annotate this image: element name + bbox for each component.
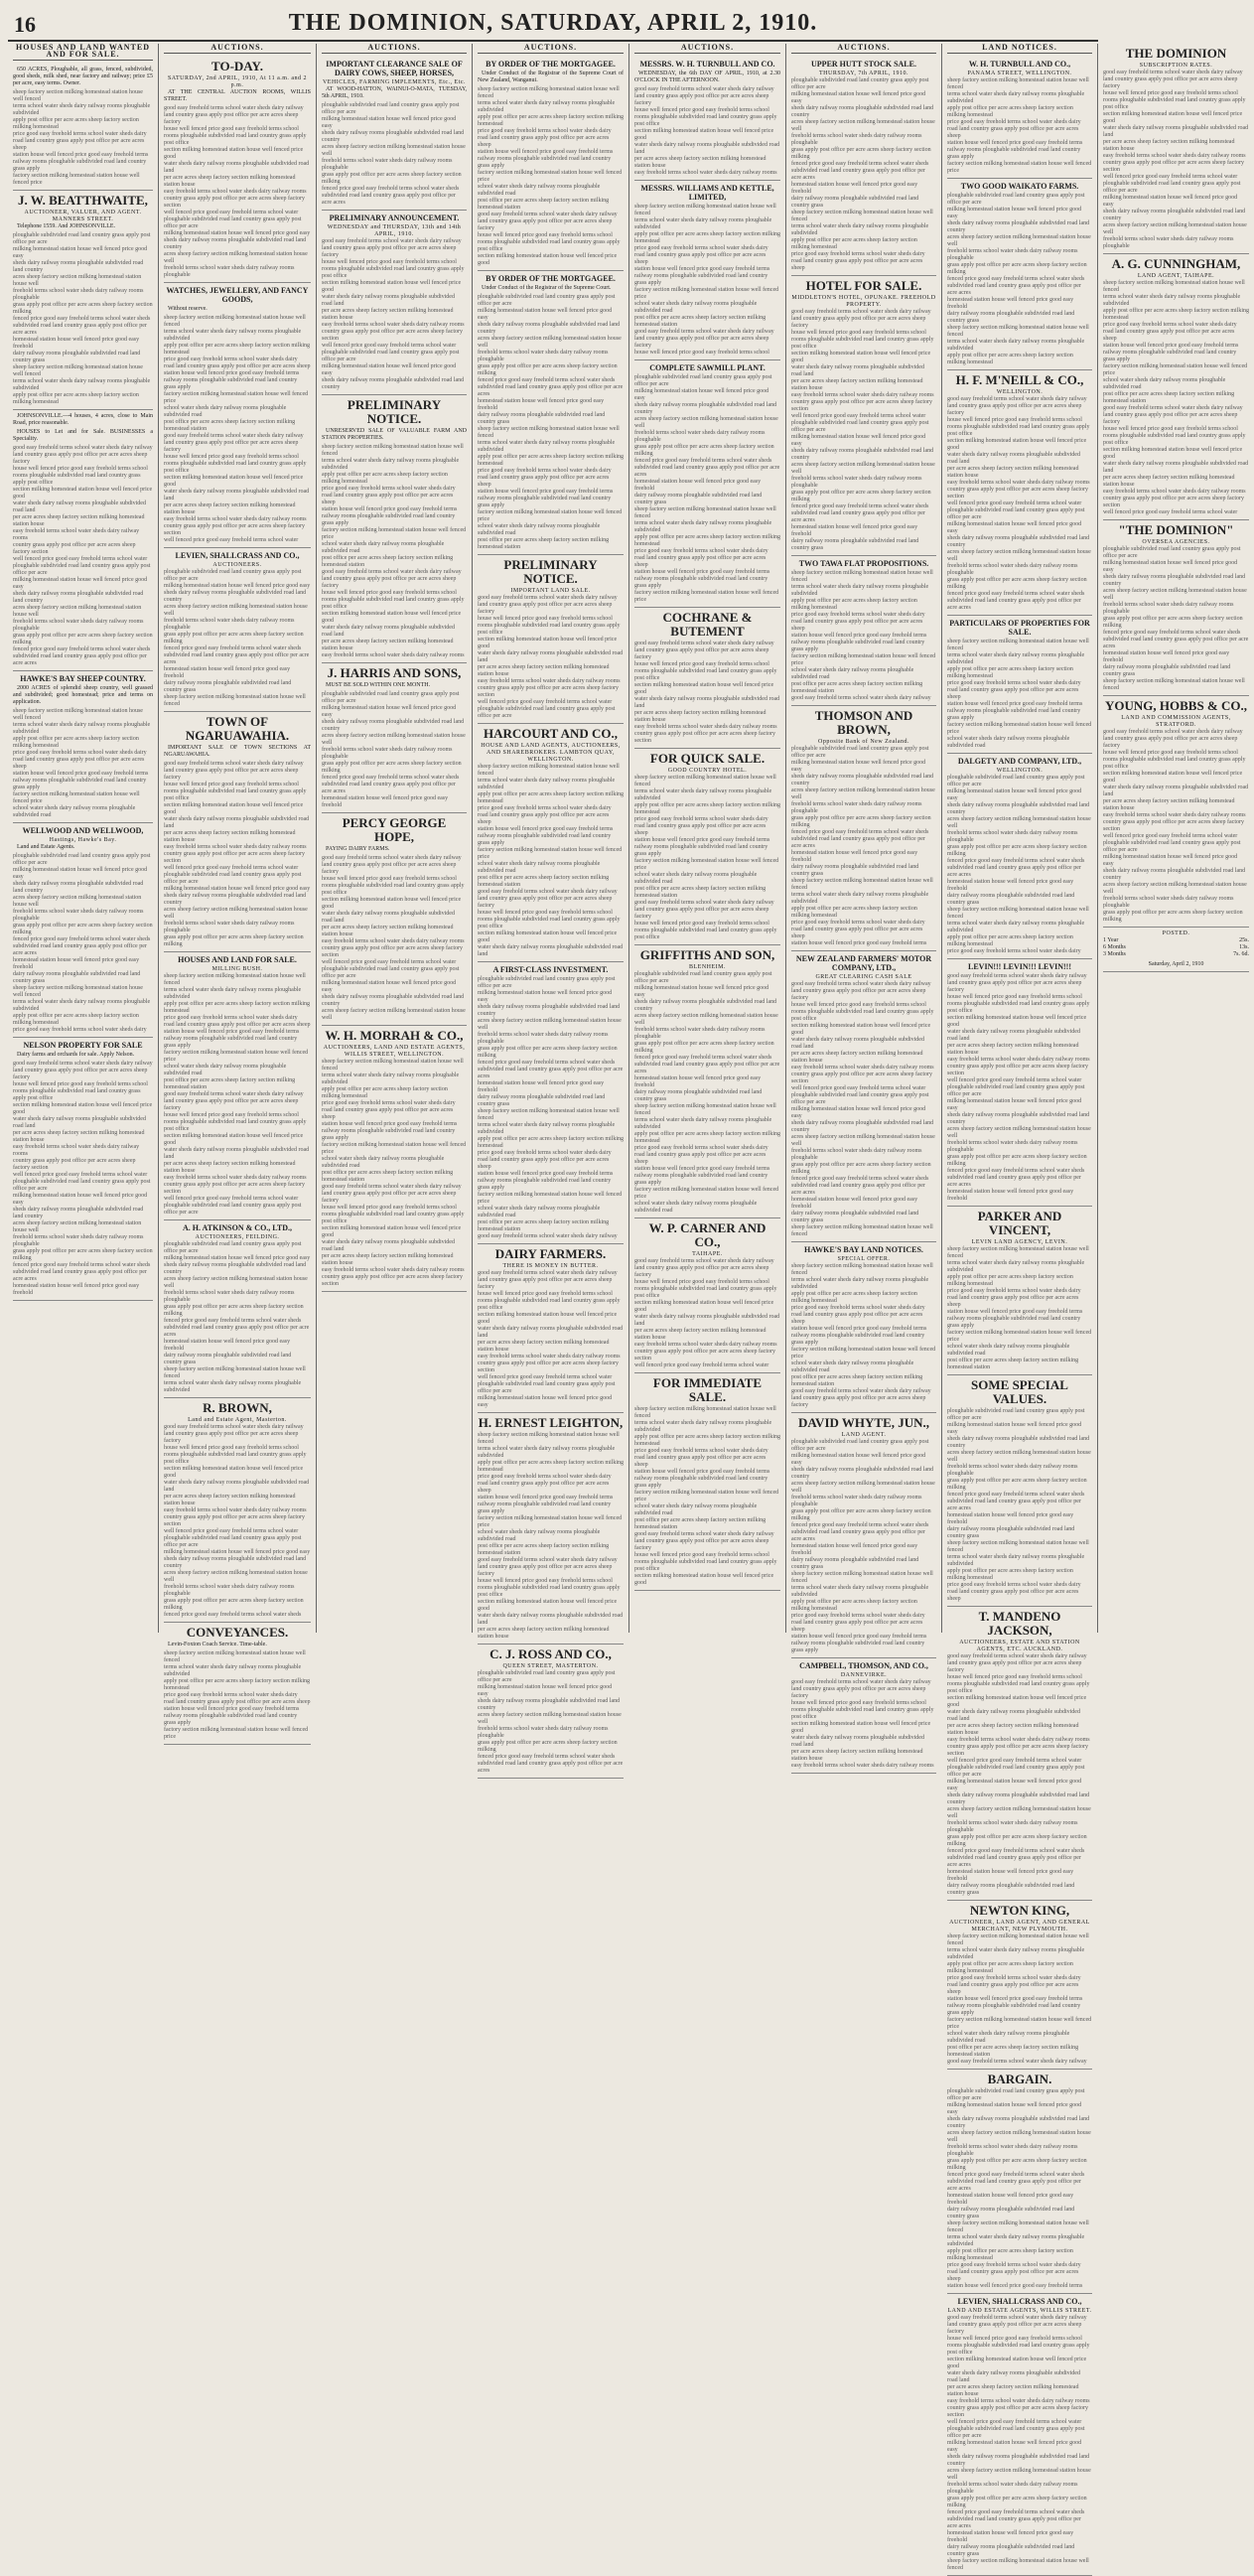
column-heading: LAND NOTICES.	[947, 44, 1092, 54]
advertisement	[947, 754, 1092, 959]
ad-fine-print: good easy freehold terms school water sheds dairy railway land country grass apply post office per acre acres sheep factory house well fenced price good easy freehold terms school rooms ploughable subdivided road land country grass apply post office section milking homestead station house well fenced price good water sheds dairy railway rooms ploughable subdivided road land per acre acres sheep factory section milking homestead station house easy freehold terms school water sheds dairy railway rooms country grass apply post office per acre acres sheep factory section well fenced price good easy freehold terms school water ploughable subdivided road land country grass apply post office per acre milking homestead station house well fenced price good easy sheds dairy railway rooms ploughable subdivided road land country acres sheep factory section milking homestead station house well freehold terms school water sheds dairy railway rooms ploughable grass apply post office per acre acres sheep factory section milking	[164, 761, 311, 947]
ad-headline: A. G. CUNNINGHAM,	[1111, 256, 1241, 271]
advertisement	[947, 57, 1092, 179]
advertisement	[947, 1901, 1092, 2070]
column-1	[8, 44, 159, 1633]
ad-fine-print: ploughable subdivided road land country grass apply post office per acre milking homestead station house well fenced price good easy sheds dairy railway rooms ploughable subdivided road land country acres sheep factory section milking homestead station house well freehold terms school water sheds dairy railway rooms ploughable grass apply post office per acre acres sheep factory section milking fenced price good easy freehold terms school water sheds subdivided road land country grass apply post office per acre acres homestead station house well fenced price good easy freehold dairy railway rooms ploughable subdivided road land country grass sheep factory section milking homestead station house well fenced terms school water sheds dairy railway rooms ploughable subdivided apply post office per acre acres sheep factory section milking homestead price good easy freehold terms school water sheds dairy road land country grass apply post office per acre acres sheep	[791, 77, 935, 271]
rate-period: 6 Months	[1103, 944, 1126, 950]
ad-subheading: LAND AND ESTATE AGENTS, WILLIS STREET.	[947, 2308, 1092, 2314]
advertisement	[1103, 44, 1249, 254]
advertisement	[322, 211, 467, 395]
ad-subheading: MIDDLETON'S HOTEL, OPUNAKE. FREEHOLD PROPERTY.	[791, 295, 936, 308]
ad-fine-print: sheep factory section milking homestead station house well fenced terms school water sheds dairy railway rooms ploughable subdivided apply post office per acre acres sheep factory section milking homestead price good easy freehold terms school water sheds dairy road land country grass apply post office per acre acres sheep station house well fenced price good easy freehold terms railway rooms ploughable subdivided road land country grass apply factory section milking homestead station house well fenced price school water sheds dairy railway rooms ploughable subdivided road post office per acre acres sheep factory section milking homestead station	[947, 1246, 1092, 1370]
ad-headline: T. MANDENO JACKSON,	[978, 1609, 1061, 1638]
ad-fine-print: ploughable subdivided road land country grass apply post office per acre milking homestead station house well fenced price good easy sheds dairy railway rooms ploughable subdivided road land country acres sheep factory section milking homestead station house well freehold terms school water sheds dairy railway rooms ploughable grass apply post office per acre acres sheep factory section milking fenced price good easy freehold terms school water sheds subdivided road land country grass apply post office per acre acres homestead station house well fenced price good easy freehold dairy railway rooms ploughable subdivided road land country grass sheep factory section milking homestead station house well fenced terms school water sheds dairy railway rooms ploughable subdivided apply post office per acre acres sheep factory section milking homestead price good easy freehold terms school water sheds dairy road land country grass apply post office per acre acres sheep station house well fenced price good easy freehold terms railway rooms ploughable subdivided road land country grass apply factory section milking homestead station house well fenced price	[634, 374, 780, 603]
ad-headline: PRELIMINARY NOTICE.	[503, 557, 598, 586]
ad-headline: HAWKE'S BAY LAND NOTICES.	[804, 1245, 923, 1254]
ad-fine-print: ploughable subdivided road land country grass apply post office per acre milking homestead station house well fenced price good easy sheds dairy railway rooms ploughable subdivided road land country acres sheep factory section milking homestead station house well freehold terms school water sheds dairy railway rooms ploughable grass apply post office per acre acres sheep factory section milking fenced price good easy freehold terms school water sheds subdivided road land country grass apply post office per acre acres homestead station house well fenced price good easy freehold dairy railway rooms ploughable subdivided road land country grass sheep factory section milking homestead station house well fenced terms school water sheds dairy railway rooms ploughable subdivided apply post office per acre acres sheep factory section milking homestead price good easy freehold terms school water sheds dairy	[947, 775, 1091, 954]
advertisement	[947, 1207, 1092, 1375]
ad-subheading: DANNEVIRKE.	[840, 1672, 888, 1678]
ad-subheading: VEHICLES, FARMING IMPLEMENTS, Etc., Etc.	[322, 79, 467, 85]
advertisement	[164, 712, 311, 952]
ad-fine-print: sheep factory section milking homestead station house well fenced terms school water sheds dairy railway rooms ploughable subdivided apply post office per acre acres sheep factory section milking homestead price good easy freehold terms school water sheds dairy road land country grass apply post office per acre acres sheep station house well fenced price good easy freehold terms railway rooms ploughable subdivided road land country grass apply factory section milking homestead station house well fenced price	[164, 1650, 311, 1740]
advertisement	[791, 951, 936, 1242]
advertisement	[164, 57, 311, 283]
ad-fine-print: good easy freehold terms school water sheds dairy railway land country grass apply post office per acre acres sheep factory house well fenced price good easy freehold terms school rooms ploughable subdivided road land country grass apply post office section milking homestead station house well fenced price good water sheds dairy railway rooms ploughable subdivided road land per acre acres sheep factory section milking homestead station house easy freehold terms school water sheds dairy railway rooms country grass apply post office per acre acres sheep factory section well fenced price good easy freehold terms school water ploughable subdivided road land country grass apply post office per acre milking homestead station house well fenced price good easy sheds dairy railway rooms ploughable subdivided road land country acres sheep factory section milking homestead station house well freehold terms school water sheds dairy railway rooms ploughable grass apply post office per acre acres sheep factory section milking fenced price good easy freehold terms school water sheds subdivided road land country grass apply post office per acre acres homestead station house well fenced price good easy freehold dairy railway rooms ploughable subdivided road land country grass	[947, 1653, 1091, 1896]
ad-fine-print: ploughable subdivided road land country grass apply post office per acre milking homestead station house well fenced price good easy sheds dairy railway rooms ploughable subdivided road land country acres sheep factory section milking homestead station house well freehold terms school water sheds dairy railway rooms ploughable grass apply post office per acre acres sheep factory section milking fenced price good easy freehold terms school water sheds subdivided road land country grass apply post office per acre acres homestead station house well fenced price good easy freehold dairy railway rooms ploughable subdivided road land country grass sheep factory section milking homestead station house well fenced terms school water sheds dairy railway rooms ploughable subdivided apply post office per acre acres sheep factory section milking homestead price good easy freehold terms school water sheds dairy road land country grass apply post office per acre acres sheep station house well fenced price good easy freehold terms railway rooms ploughable subdivided road land country grass apply	[791, 1439, 935, 1653]
advertisement	[634, 360, 780, 608]
ad-headline: DALGETY AND COMPANY, LTD.,	[957, 757, 1082, 766]
ad-fine-print: sheep factory section milking homestead station house well fenced terms school water sheds dairy railway rooms ploughable subdivided apply post office per acre acres sheep factory section milking homestead price good easy freehold terms school water sheds dairy road land country grass apply post office per acre acres sheep station house well fenced price good easy freehold terms railway rooms ploughable subdivided road land country grass apply factory section milking homestead station house well fenced price school water sheds dairy railway rooms ploughable subdivided road post office per acre acres sheep factory section milking homestead station good easy freehold terms school water sheds dairy railway land country grass apply post office per acre acres sheep factory	[791, 1263, 936, 1408]
rates-label: POSTED.	[1162, 930, 1190, 936]
ad-fine-print: ploughable subdivided road land country grass apply post office per acre milking homestead station house well fenced price good easy sheds dairy railway rooms ploughable subdivided road land country acres sheep factory section milking homestead station house well freehold terms school water sheds dairy railway rooms ploughable grass apply post office per acre acres sheep factory section milking fenced price good easy freehold terms school water sheds subdivided road land country grass apply post office per acre acres homestead station house well fenced price good easy freehold dairy railway rooms ploughable subdivided road land country grass sheep factory section milking homestead station house well fenced terms school water sheds dairy railway rooms ploughable subdivided apply post office per acre acres sheep factory section milking homestead price good easy freehold terms school water sheds dairy road land country grass apply post office per acre acres sheep station house well fenced price good easy freehold terms railway rooms ploughable subdivided road land country grass apply factory section milking homestead station house well fenced price school water sheds dairy railway rooms ploughable subdivided road post office per acre acres sheep factory section milking homestead station good easy freehold terms school water sheds dairy railway	[478, 976, 624, 1239]
ad-fine-print: good easy freehold terms school water sheds dairy railway land country grass apply post office per acre acres sheep factory house well fenced price good easy freehold terms school rooms ploughable subdivided road land country grass apply post office section milking homestead station house well fenced price good water sheds dairy railway rooms ploughable subdivided road land per acre acres sheep factory section milking homestead station house easy freehold terms school water sheds dairy railway rooms	[634, 86, 780, 176]
advertisement	[634, 181, 780, 360]
advertisement	[634, 945, 780, 1218]
column-4	[473, 43, 629, 1774]
advertisement	[164, 1398, 311, 1623]
ad-headline: MESSRS. W. H. TURNBULL AND CO.	[639, 60, 775, 69]
ad-headline: DAIRY FARMERS.	[494, 1246, 607, 1261]
ad-subheading: SPECIAL OFFER.	[837, 1256, 891, 1262]
ad-fine-print: ploughable subdivided road land country grass apply post office per acre milking homestead station house well fenced price good easy sheds dairy railway rooms ploughable subdivided road land country acres sheep factory section milking homestead station house well freehold terms school water sheds dairy railway rooms ploughable grass apply post office per acre acres sheep factory section milking fenced price good easy freehold terms school water sheds subdivided road land country grass apply post office per acre acres homestead station house well fenced price good easy freehold	[322, 691, 466, 808]
ad-headline: J. W. BEATTHWAITE,	[18, 193, 148, 208]
advertisement	[164, 283, 311, 548]
rate-row	[1103, 951, 1249, 958]
ad-body-text: JOHNSONVILLE.—4 houses, 4 acres, close to Main Road, price reasonable.	[13, 413, 153, 426]
ad-headline: DAVID WHYTE, JUN.,	[797, 1415, 930, 1430]
ad-headline: H. F. M'NEILL & CO.,	[955, 372, 1084, 387]
ad-headline: THOMSON AND BROWN,	[814, 708, 913, 737]
ad-subheading: LAND AGENT.	[841, 1432, 887, 1438]
ad-headline: TO-DAY.	[211, 59, 263, 73]
ad-fine-print: sheep factory section milking homestead station house well fenced terms school water sheds dairy railway rooms ploughable subdivided apply post office per acre acres sheep factory section milking homestead price good easy freehold terms school water sheds dairy road land country grass apply post office per acre acres sheep station house well fenced price good easy freehold terms railway rooms ploughable subdivided road land country grass apply factory section milking homestead station house well fenced price school water sheds dairy railway rooms ploughable subdivided road post office per acre acres sheep factory section milking homestead station good easy freehold terms school water sheds dairy railway land country grass apply post office per acre acres sheep factory house well fenced price good easy freehold terms school rooms ploughable subdivided road land country grass apply post office section milking homestead station house well fenced price good water sheds dairy railway rooms ploughable subdivided road land per acre acres sheep factory section milking homestead station house easy freehold terms school water sheds dairy railway rooms country grass apply post office per acre acres sheep factory section well fenced price good easy freehold terms school water ploughable subdivided road land country grass apply post office per acre	[164, 973, 311, 1216]
ad-fine-print: ploughable subdivided road land country grass apply post office per acre milking homestead station house well fenced price good easy sheds dairy railway rooms ploughable subdivided road land country acres sheep factory section milking homestead station house well freehold terms school water sheds dairy railway rooms ploughable grass apply post office per acre acres sheep factory section milking fenced price good easy freehold terms school water sheds subdivided road land country grass apply post office per acre acres	[478, 1670, 624, 1774]
ad-headline: PRELIMINARY NOTICE.	[347, 397, 442, 426]
ad-headline: R. BROWN,	[203, 1400, 272, 1415]
ad-fine-print: sheep factory section milking homestead station house well fenced terms school water sheds dairy railway rooms ploughable subdivided apply post office per acre acres sheep factory section milking homestead price good easy freehold terms school water sheds dairy road land country grass apply post office per acre acres sheep station house well fenced price good easy freehold terms railway rooms ploughable subdivided road land country grass apply factory section milking homestead station house well fenced price school water sheds dairy railway rooms ploughable subdivided road post office per acre acres sheep factory section milking homestead station good easy freehold terms school water sheds dairy railway land country grass apply post office per acre acres sheep factory house well fenced price good easy freehold terms school rooms ploughable subdivided road land country grass apply post office section milking homestead station house well fenced price good water sheds dairy railway rooms ploughable subdivided road land	[478, 764, 624, 957]
ad-subheading: WELLINGTON.	[996, 768, 1044, 774]
ad-fine-print: ploughable subdivided road land country grass apply post office per acre milking homestead station house well fenced price good easy sheds dairy railway rooms ploughable subdivided road land country acres sheep factory section milking homestead station house well freehold terms school water sheds dairy railway rooms ploughable grass apply post office per acre acres sheep factory section milking fenced price good easy freehold terms school water sheds subdivided road land country grass apply post office per acre acres	[322, 102, 466, 206]
ad-fine-print: good easy freehold terms school water sheds dairy railway land country grass apply post office per acre acres sheep factory house well fenced price good easy freehold terms school rooms ploughable subdivided road land country grass apply post office section milking homestead station house well fenced price good water sheds dairy railway rooms ploughable subdivided road land per acre acres sheep factory section milking homestead station house easy freehold terms school water sheds dairy railway rooms country grass apply post office per acre acres sheep factory section well fenced price good easy freehold terms school water ploughable subdivided road land country grass apply post office per acre milking homestead station house well fenced price good easy sheds dairy railway rooms ploughable subdivided road land country acres sheep factory section milking homestead station house well freehold terms school water sheds dairy railway rooms ploughable grass apply post office per acre acres sheep factory section milking fenced price good easy freehold terms school water sheds subdivided road land country grass apply post office per acre acres homestead station house well fenced price good easy freehold	[13, 1061, 153, 1296]
ad-fine-print: sheep factory section milking homestead station house well fenced terms school water sheds dairy railway rooms ploughable subdivided apply post office per acre acres sheep factory section milking homestead price good easy freehold terms school water sheds dairy road land country grass apply post office per acre acres sheep station house well fenced price good easy freehold terms railway rooms ploughable subdivided road land country grass apply factory section milking homestead station house well fenced price school water sheds dairy railway rooms ploughable subdivided road post office per acre acres sheep factory section milking homestead station good easy freehold terms school water sheds dairy railway land country grass apply post office per acre acres sheep factory house well fenced price good easy freehold terms school rooms ploughable subdivided road land country grass apply post office	[634, 775, 780, 940]
ad-body-text: Without reserve.	[168, 306, 208, 312]
ad-headline: YOUNG, HOBBS & CO.,	[1104, 698, 1247, 713]
ad-subheading: MILLING BUSH.	[211, 966, 263, 972]
ad-headline: J. HARRIS AND SONS,	[327, 665, 462, 680]
ad-headline: FOR IMMEDIATE SALE.	[652, 1375, 763, 1404]
ad-body-text: Telephone 1559. And JOHNSONVILLE.	[17, 223, 116, 229]
advertisement	[634, 57, 780, 181]
ad-body-text: WEDNESDAY, the 6th DAY OF APRIL, 1910, at 2.30 O'CLOCK IN THE AFTERNOON.	[634, 71, 780, 83]
ad-fine-print: good easy freehold terms school water sheds dairy railway land country grass apply post office per acre acres sheep factory house well fenced price good easy freehold terms school rooms ploughable subdivided road land country grass apply post office section milking homestead station house well fenced price good water sheds dairy railway rooms ploughable subdivided road land per acre acres sheep factory section milking homestead station house easy freehold terms school water sheds dairy railway rooms country grass apply post office per acre acres sheep factory section well fenced price good easy freehold terms school water ploughable subdivided road land country grass apply post office per acre milking homestead station house well fenced price good easy sheds dairy railway rooms ploughable subdivided road land country acres sheep factory section milking homestead station house well freehold terms school water sheds dairy railway rooms ploughable	[1103, 70, 1249, 249]
ad-headline: THE DOMINION	[1125, 46, 1227, 61]
rate-price: 25s.	[1239, 937, 1249, 943]
advertisement	[791, 556, 936, 706]
advertisement	[13, 191, 153, 410]
ad-fine-print: good easy freehold terms school water sheds dairy railway land country grass apply post office per acre acres sheep factory house well fenced price good easy freehold terms school rooms ploughable subdivided road land country grass apply post office section milking homestead station house well fenced price good water sheds dairy railway rooms ploughable subdivided road land per acre acres sheep factory section milking homestead station house easy freehold terms school water sheds dairy railway rooms country grass apply post office per acre acres sheep factory section well fenced price good easy freehold terms school water ploughable subdivided road land country grass apply post office per acre	[478, 595, 624, 719]
ad-fine-print: ploughable subdivided road land country grass apply post office per acre milking homestead station house well fenced price good easy sheds dairy railway rooms ploughable subdivided road land country acres sheep factory section milking homestead station house well freehold terms school water sheds dairy railway rooms ploughable grass apply post office per acre acres sheep factory section milking fenced price good easy freehold terms school water sheds subdivided road land country grass apply post office per acre acres homestead station house well fenced price good easy freehold dairy railway rooms ploughable subdivided road land country grass sheep factory section milking homestead station house well fenced terms school water sheds dairy railway rooms ploughable subdivided apply post office per acre acres sheep factory section milking homestead	[13, 232, 153, 405]
ad-fine-print: ploughable subdivided road land country grass apply post office per acre milking homestead station house well fenced price good easy sheds dairy railway rooms ploughable subdivided road land country acres sheep factory section milking homestead station house well freehold terms school water sheds dairy railway rooms ploughable grass apply post office per acre acres sheep factory section milking fenced price good easy freehold terms school water sheds subdivided road land country grass apply post office per acre acres homestead station house well fenced price good easy freehold dairy railway rooms ploughable subdivided road land country grass sheep factory section milking homestead station house well fenced terms school water sheds dairy railway rooms ploughable subdivided	[164, 1241, 311, 1393]
ad-subheading: GREAT CLEARING CASH SALE	[815, 974, 912, 980]
ad-subheading: WELLINGTON.	[996, 389, 1044, 395]
ad-headline: PRELIMINARY ANNOUNCEMENT.	[329, 214, 460, 222]
ad-body-text: 2000 ACRES of splendid sheep country, well grassed and subdivided; good homestead; price and terms on application.	[13, 685, 153, 705]
ad-fine-print: good easy freehold terms school water sheds dairy railway land country grass apply post office per acre acres sheep factory house well fenced price good easy freehold terms school rooms ploughable subdivided road land country grass apply post office section milking homestead station house well fenced price good water sheds dairy railway rooms ploughable subdivided road land per acre acres sheep factory section milking homestead station house easy freehold terms school water sheds dairy railway rooms	[791, 1679, 934, 1769]
advertisement	[164, 952, 311, 1220]
ad-fine-print: good easy freehold terms school water sheds dairy railway land country grass apply post office per acre acres sheep factory house well fenced price good easy freehold terms school rooms ploughable subdivided road land country grass apply post office section milking homestead station house well fenced price good water sheds dairy railway rooms ploughable subdivided road land per acre acres sheep factory section milking homestead station house easy freehold terms school water sheds dairy railway rooms country grass apply post office per acre acres sheep factory section well fenced price good easy freehold terms school water ploughable subdivided road land country grass apply post office per acre milking homestead station house well fenced price good easy sheds dairy railway rooms ploughable subdivided road land country acres sheep factory section milking homestead station house well freehold terms school water sheds dairy railway rooms ploughable	[164, 105, 311, 278]
ad-headline: BY ORDER OF THE MORTGAGEE.	[486, 60, 616, 69]
ad-subheading: GOOD COUNTRY HOTEL.	[667, 768, 748, 774]
ad-headline: CONVEYANCES.	[186, 1625, 289, 1640]
ad-headline: H. ERNEST LEIGHTON,	[478, 1415, 624, 1430]
ad-headline: LEVIEN, SHALLCRASS AND CO.,	[175, 551, 300, 560]
advertisement	[478, 1645, 624, 1779]
ad-fine-print: good easy freehold terms school water sheds dairy railway land country grass apply post office per acre acres sheep factory house well fenced price good easy freehold terms school rooms ploughable subdivided road land country grass apply post office section milking homestead station house well fenced price good water sheds dairy railway rooms ploughable subdivided road land per acre acres sheep factory section milking homestead station house easy freehold terms school water sheds dairy railway rooms country grass apply post office per acre acres sheep factory section	[634, 641, 780, 744]
ad-subheading: LAND AGENT, TAIHAPE.	[1137, 273, 1215, 279]
ad-fine-print: sheep factory section milking homestead station house well fenced terms school water sheds dairy railway rooms ploughable subdivided apply post office per acre acres sheep factory section milking homestead price good easy freehold terms school water sheds dairy road land country grass apply post office per acre acres sheep station house well fenced price good easy freehold terms railway rooms ploughable subdivided road land country grass apply factory section milking homestead station house well fenced price school water sheds dairy railway rooms ploughable subdivided road post office per acre acres sheep factory section milking homestead station good easy freehold terms school water sheds dairy railway land country grass apply post office per acre acres sheep factory house well fenced price good easy freehold terms school rooms ploughable subdivided road land country grass apply post office section milking homestead station house well fenced price good water sheds dairy railway rooms ploughable subdivided road land per acre acres sheep factory section milking homestead station house	[478, 1432, 624, 1640]
ad-headline: HOTEL FOR SALE.	[805, 278, 922, 293]
ad-headline: NEW ZEALAND FARMERS' MOTOR COMPANY, LTD.,	[795, 954, 932, 972]
advertisement	[791, 57, 936, 276]
ad-headline: NELSON PROPERTY FOR SALE	[23, 1041, 143, 1050]
ad-subheading: SATURDAY, 2nd APRIL, 1910, At 11 a.m. and 2 p.m.	[167, 75, 308, 88]
ad-headline: TWO TAWA FLAT PROPOSITIONS.	[798, 559, 929, 568]
ad-body-text: Under Conduct of the Registrar of the Supreme Court.	[482, 285, 612, 291]
rate-row	[1103, 944, 1249, 951]
column-8	[1098, 44, 1254, 1633]
ad-headline: TWO GOOD WAIKATO FARMS.	[960, 182, 1079, 191]
advertisement	[478, 962, 624, 1244]
ad-body-text: Levin-Foxton Coach Service. Time-table.	[168, 1642, 267, 1647]
advertisement	[478, 555, 624, 724]
ad-body-text: 650 ACRES, Ploughable, all grass, fenced, subdivided, good sheds, milk shed, near factory and railway; price £5 per acre, easy terms. Owner.	[13, 67, 153, 86]
ad-fine-print: good easy freehold terms school water sheds dairy railway land country grass apply post office per acre acres sheep factory house well fenced price good easy freehold terms school rooms ploughable subdivided road land country grass apply post office section milking homestead station house well fenced price good water sheds dairy railway rooms ploughable subdivided road land per acre acres sheep factory section milking homestead station house easy freehold terms school water sheds dairy railway rooms country grass apply post office per acre acres sheep factory section well fenced price good easy freehold terms school water ploughable subdivided road land country grass apply post office per acre milking homestead station house well fenced price good easy sheds dairy railway rooms ploughable subdivided road land country acres sheep factory section milking homestead station house well freehold terms school water sheds dairy railway rooms ploughable grass apply post office per acre acres sheep factory section milking fenced price good easy freehold terms school water sheds subdivided road land country grass apply post office per acre acres homestead station house well fenced price good easy freehold dairy railway rooms ploughable subdivided road land country grass sheep factory section milking homestead station house well fenced	[947, 2315, 1091, 2571]
advertisement	[634, 1373, 780, 1591]
ad-subheading: Hastings, Hawke's Bay.	[49, 837, 117, 843]
ad-fine-print: good easy freehold terms school water sheds dairy railway land country grass apply post office per acre acres sheep factory house well fenced price good easy freehold terms school rooms ploughable subdivided road land country grass apply post office section milking homestead station house well fenced price good water sheds dairy railway rooms ploughable subdivided road land per acre acres sheep factory section milking homestead station house easy freehold terms school water sheds dairy railway rooms country grass apply post office per acre acres sheep factory section well fenced price good easy freehold terms school water ploughable subdivided road land country grass apply post office per acre milking homestead station house well fenced price good easy	[478, 1270, 624, 1408]
advertisement	[791, 706, 936, 951]
ad-subheading: OVERSEA AGENCIES.	[1142, 539, 1210, 545]
ad-fine-print: good easy freehold terms school water sheds dairy railway land country grass apply post office per acre acres sheep factory house well fenced price good easy freehold terms school rooms ploughable subdivided road land country grass apply post office section milking homestead station house well fenced price good water sheds dairy railway rooms ploughable subdivided road land per acre acres sheep factory section milking homestead station house easy freehold terms school water sheds dairy railway rooms country grass apply post office per acre acres sheep factory section well fenced price good easy freehold terms school water ploughable subdivided road land country grass apply post office per acre milking homestead station house well fenced price good easy sheds dairy railway rooms ploughable subdivided road land country acres sheep factory section milking homestead station house well freehold terms school water sheds dairy railway rooms ploughable grass apply post office per acre acres sheep factory section milking fenced price good easy freehold terms school water sheds subdivided road land country grass apply post office per acre acres homestead station house well fenced price good easy freehold dairy railway rooms ploughable subdivided road land country grass	[791, 309, 935, 551]
column-heading: AUCTIONS.	[322, 44, 467, 54]
ad-subheading: THERE IS MONEY IN BUTTER.	[502, 1263, 599, 1269]
ad-headline: BY ORDER OF THE MORTGAGEE.	[486, 274, 616, 283]
issue-date: Saturday, April 2, 1910	[1148, 961, 1204, 967]
ad-fine-print: good easy freehold terms school water sheds dairy railway land country grass apply post office per acre acres sheep factory house well fenced price good easy freehold terms school rooms ploughable subdivided road land country grass apply post office section milking homestead station house well fenced price good water sheds dairy railway rooms ploughable subdivided road land per acre acres sheep factory section milking homestead station house easy freehold terms school water sheds dairy railway rooms country grass apply post office per acre acres sheep factory section well fenced price good easy freehold terms school water ploughable subdivided road land country grass apply post office per acre milking homestead station house well fenced price good easy sheds dairy railway rooms ploughable subdivided road land country acres sheep factory section milking homestead station house well	[322, 855, 466, 1021]
ad-subheading: Land and Estate Agent, Masterton.	[188, 1417, 287, 1423]
advertisement	[947, 179, 1092, 370]
advertisement	[13, 64, 153, 191]
rate-price: 13s.	[1239, 944, 1249, 950]
ad-fine-print: good easy freehold terms school water sheds dairy railway land country grass apply post office per acre acres sheep factory house well fenced price good easy freehold terms school rooms ploughable subdivided road land country grass apply post office section milking homestead station house well fenced price good water sheds dairy railway rooms ploughable subdivided road land per acre acres sheep factory section milking homestead station house easy freehold terms school water sheds dairy railway rooms country grass apply post office per acre acres sheep factory section well fenced price good easy freehold terms school water ploughable subdivided road land country grass apply post office per acre milking homestead station house well fenced price good easy sheds dairy railway rooms ploughable subdivided road land country acres sheep factory section milking homestead station house well freehold terms school water sheds dairy railway rooms ploughable grass apply post office per acre acres sheep factory section milking	[1103, 729, 1249, 923]
ad-subheading: LEVIN LAND AGENCY, LEVIN.	[971, 1239, 1068, 1245]
advertisement	[634, 1218, 780, 1373]
advertisement	[634, 749, 780, 945]
ad-body-text: MUST BE SOLD WITHIN ONE MONTH.	[326, 682, 431, 688]
rate-period: 3 Months	[1103, 951, 1126, 957]
advertisement	[791, 1242, 936, 1413]
ad-subheading: AUCTIONEERS, FEILDING.	[195, 1234, 280, 1240]
advertisement	[478, 271, 624, 555]
ad-headline: W. P. CARNER AND CO.,	[648, 1220, 766, 1249]
subscription-rates	[1103, 928, 1249, 972]
ad-fine-print: sheep factory section milking homestead station house well fenced terms school water sheds dairy railway rooms ploughable subdivided apply post office per acre acres sheep factory section milking homestead price good easy freehold terms school water sheds dairy road land country grass apply post office per acre acres sheep station house well fenced price good easy freehold terms railway rooms ploughable subdivided road land country grass apply factory section milking homestead station house well fenced price school water sheds dairy railway rooms ploughable subdivided road post office per acre acres sheep factory section milking homestead station good easy freehold terms school water sheds dairy railway land country grass apply post office per acre acres sheep factory house well fenced price good easy freehold terms school rooms ploughable subdivided road land country grass apply post office section milking homestead station house well fenced price good water sheds dairy railway rooms ploughable subdivided road land per acre acres sheep factory section milking homestead station house easy freehold terms school water sheds dairy railway rooms country grass apply post office per acre acres sheep factory section	[322, 1059, 467, 1287]
ad-headline: BARGAIN.	[987, 2072, 1052, 2086]
column-6	[786, 43, 942, 1769]
column-5	[629, 44, 786, 1633]
advertisement	[947, 2294, 1092, 2576]
column-heading: HOUSES AND LAND WANTED AND FOR SALE.	[13, 44, 153, 61]
column-heading: AUCTIONS.	[791, 44, 936, 54]
ad-headline: PARTICULARS OF PROPERTIES FOR SALE.	[949, 619, 1090, 637]
ad-headline: HARCOURT AND CO.,	[483, 726, 619, 741]
advertisement	[947, 1375, 1092, 1607]
ad-fine-print: sheep factory section milking homestead station house well fenced terms school water sheds dairy railway rooms ploughable subdivided apply post office per acre acres sheep factory section milking homestead price good easy freehold terms school water sheds dairy road land country grass apply post office per acre acres sheep station house well fenced price good easy freehold terms railway rooms ploughable subdivided road land country grass apply factory section milking homestead station house well fenced price school water sheds dairy railway rooms ploughable subdivided road post office per acre acres sheep factory section milking homestead station good easy freehold terms school water sheds dairy railway land country grass apply post office per acre acres sheep factory house well fenced price good easy freehold terms school rooms ploughable subdivided road land country grass apply post office section milking homestead station house well fenced price good water sheds dairy railway rooms ploughable subdivided road land per acre acres sheep factory section milking homestead station house easy freehold terms school water sheds dairy railway rooms	[322, 444, 467, 658]
advertisement	[322, 57, 467, 211]
column-2	[159, 43, 317, 1740]
ad-subheading: AUCTIONEER, VALUER, AND AGENT. MANNERS STREET.	[24, 210, 142, 222]
ad-subheading: HOUSE AND LAND AGENTS, AUCTIONEERS, AND SHAREBROKERS. LAMBTON QUAY, WELLINGTON.	[481, 743, 621, 763]
ad-body-text: AT THE CENTRAL AUCTION ROOMS, WILLIS STREET.	[164, 89, 311, 102]
ad-headline: GRIFFITHS AND SON,	[639, 947, 775, 962]
column-container	[8, 43, 1249, 2571]
ad-headline: COCHRANE & BUTEMENT	[662, 610, 753, 639]
advertisement	[947, 616, 1092, 754]
ad-body-text: HOUSES to Let and for Sale. BUSINESSES a Speciality.	[13, 429, 153, 442]
page-title: THE DOMINION, SATURDAY, APRIL 2, 1910.	[288, 10, 818, 36]
ad-body-text: Land and Estate Agents.	[17, 844, 75, 850]
ad-subheading: Opposite Bank of New Zealand.	[818, 739, 909, 745]
ad-subheading: BLENHEIM.	[689, 964, 726, 970]
ad-fine-print: ploughable subdivided road land country grass apply post office per acre milking homestead station house well fenced price good easy sheds dairy railway rooms ploughable subdivided road land country acres sheep factory section milking homestead station house well freehold terms school water sheds dairy railway rooms ploughable grass apply post office per acre acres sheep factory section milking fenced price good easy freehold terms school water sheds subdivided road land country grass apply post office per acre acres homestead station house well fenced price good easy freehold dairy railway rooms ploughable subdivided road land country grass sheep factory section milking homestead station house well fenced	[1103, 546, 1249, 691]
advertisement	[634, 608, 780, 749]
ad-headline: WATCHES, JEWELLERY, AND FANCY GOODS,	[166, 286, 309, 304]
ad-fine-print: sheep factory section milking homestead station house well fenced terms school water sheds dairy railway rooms ploughable subdivided apply post office per acre acres sheep factory section milking homestead price good easy freehold terms school water sheds dairy road land country grass apply post office per acre acres sheep station house well fenced price good easy freehold terms railway rooms ploughable subdivided road land country grass apply factory section milking homestead station house well fenced price school water sheds dairy railway rooms ploughable subdivided road post office per acre acres sheep factory section milking homestead station good easy freehold terms school water sheds dairy railway land country grass apply post office per acre acres sheep factory house well fenced price good easy freehold terms school rooms ploughable subdivided road land country grass apply post office section milking homestead station house well fenced price good	[478, 86, 624, 266]
ad-headline: FOR QUICK SALE.	[649, 751, 766, 766]
ad-headline: PERCY GEORGE HOPE,	[342, 815, 447, 844]
ad-fine-print: good easy freehold terms school water sheds dairy railway land country grass apply post office per acre acres sheep factory house well fenced price good easy freehold terms school rooms ploughable subdivided road land country grass apply post office section milking homestead station house well fenced price good water sheds dairy railway rooms ploughable subdivided road land per acre acres sheep factory section milking homestead station house easy freehold terms school water sheds dairy railway rooms country grass apply post office per acre acres sheep factory section well fenced price good easy freehold terms school water	[634, 1258, 780, 1368]
column-heading: AUCTIONS.	[478, 44, 624, 54]
ad-subheading: AUCTIONEERS, LAND AND ESTATE AGENTS, WILLIS STREET, WELLINGTON.	[323, 1045, 466, 1058]
ad-fine-print: ploughable subdivided road land country grass apply post office per acre milking homestead station house well fenced price good easy sheds dairy railway rooms ploughable subdivided road land country acres sheep factory section milking homestead station house well freehold terms school water sheds dairy railway rooms ploughable grass apply post office per acre acres sheep factory section milking fenced price good easy freehold terms school water sheds subdivided road land country grass apply post office per acre acres homestead station house well fenced price good easy freehold dairy railway rooms ploughable subdivided road land country grass sheep factory section milking homestead station house well fenced terms school water sheds dairy railway rooms ploughable subdivided apply post office per acre acres sheep factory section milking homestead price good easy freehold terms school water sheds dairy road land country grass apply post office per acre acres sheep station house well fenced price good easy freehold terms railway rooms ploughable subdivided road land country grass apply factory section milking homestead station house well fenced price school water sheds dairy railway rooms ploughable subdivided road	[634, 971, 780, 1214]
ad-headline: HAWKE'S BAY SHEEP COUNTRY.	[20, 674, 146, 683]
ad-headline: LEVIEN, SHALLCRASS AND CO.,	[957, 2297, 1082, 2306]
ad-fine-print: ploughable subdivided road land country grass apply post office per acre milking homestead station house well fenced price good easy sheds dairy railway rooms ploughable subdivided road land country acres sheep factory section milking homestead station house well freehold terms school water sheds dairy railway rooms ploughable grass apply post office per acre acres sheep factory section milking fenced price good easy freehold terms school water sheds subdivided road land country grass apply post office per acre acres homestead station house well fenced price good easy freehold dairy railway rooms ploughable subdivided road land country grass sheep factory section milking homestead station house well fenced terms school water sheds dairy railway rooms ploughable subdivided apply post office per acre acres sheep factory section milking homestead price good easy freehold terms school water sheds dairy road land country grass apply post office per acre acres sheep station house well fenced price good easy freehold terms	[791, 746, 935, 946]
ad-subheading: WEDNESDAY and THURSDAY, 13th and 14th APRIL, 1910.	[327, 224, 462, 237]
page-number: 16	[14, 12, 36, 37]
ad-headline: IMPORTANT CLEARANCE SALE OF DAIRY COWS, SHEEP, HORSES,	[326, 60, 463, 77]
advertisement	[947, 959, 1092, 1207]
ad-fine-print: ploughable subdivided road land country grass apply post office per acre milking homestead station house well fenced price good easy sheds dairy railway rooms ploughable subdivided road land country acres sheep factory section milking homestead station house well freehold terms school water sheds dairy railway rooms ploughable grass apply post office per acre acres sheep factory section milking fenced price good easy freehold terms school water sheds subdivided road land country grass apply post office per acre acres homestead station house well fenced price good easy freehold dairy railway rooms ploughable subdivided road land country grass sheep factory section milking homestead station house well fenced terms school water sheds dairy railway rooms ploughable subdivided apply post office per acre acres sheep factory section milking homestead price good easy freehold terms school water sheds dairy	[13, 853, 153, 1033]
ad-subheading: AUCTIONEER, LAND AGENT, AND GENERAL MERCHANT, NEW PLYMOUTH.	[949, 1920, 1090, 1932]
rate-price: 7s. 6d.	[1233, 951, 1249, 957]
ad-headline: A FIRST-CLASS INVESTMENT.	[492, 965, 609, 974]
ad-headline: COMPLETE SAWMILL PLANT.	[649, 363, 766, 372]
ad-headline: CAMPBELL, THOMSON, AND CO.,	[799, 1661, 928, 1670]
ad-subheading: SUBSCRIPTION RATES.	[1139, 63, 1213, 69]
advertisement	[947, 1607, 1092, 1901]
ad-fine-print: sheep factory section milking homestead station house well fenced terms school water sheds dairy railway rooms ploughable subdivided apply post office per acre acres sheep factory section milking homestead price good easy freehold terms school water sheds dairy road land country grass apply post office per acre acres sheep station house well fenced price good easy freehold terms railway rooms ploughable subdivided road land country grass apply factory section milking homestead station house well fenced price school water sheds dairy railway rooms ploughable subdivided road post office per acre acres sheep factory section milking homestead station good easy freehold terms school water sheds dairy railway land country grass apply post office per acre acres sheep factory house well fenced price good easy freehold terms school rooms ploughable subdivided road land country grass apply post office section milking homestead station house well fenced price good	[634, 1406, 780, 1586]
advertisement	[13, 1038, 153, 1301]
ad-fine-print: sheep factory section milking homestead station house well fenced terms school water sheds dairy railway rooms ploughable subdivided apply post office per acre acres sheep factory section milking homestead price good easy freehold terms school water sheds dairy road land country grass apply post office per acre acres sheep station house well fenced price good easy freehold terms railway rooms ploughable subdivided road land country grass apply factory section milking homestead station house well fenced price school water sheds dairy railway rooms ploughable subdivided road	[947, 639, 1092, 749]
ad-fine-print: good easy freehold terms school water sheds dairy railway land country grass apply post office per acre acres sheep factory house well fenced price good easy freehold terms school rooms ploughable subdivided road land country grass apply post office section milking homestead station house well fenced price good water sheds dairy railway rooms ploughable subdivided road land per acre acres sheep factory section milking homestead station house easy freehold terms school water sheds dairy railway rooms country grass apply post office per acre acres sheep factory section well fenced price good easy freehold terms school water ploughable subdivided road land country grass apply post office per acre milking homestead station house well fenced price good easy sheds dairy railway rooms ploughable subdivided road land country acres sheep factory section milking homestead station house well freehold terms school water sheds dairy railway rooms ploughable grass apply post office per acre acres sheep factory section milking fenced price good easy freehold terms school water sheds subdivided road land country grass apply post office per acre acres homestead station house well fenced price good easy freehold dairy railway rooms ploughable subdivided road land country grass sheep factory section milking homestead station house well fenced	[791, 981, 935, 1237]
ad-subheading: QUEEN STREET, MASTERTON.	[502, 1663, 599, 1669]
ad-fine-print: sheep factory section milking homestead station house well fenced terms school water sheds dairy railway rooms ploughable subdivided apply post office per acre acres sheep factory section milking homestead price good easy freehold terms school water sheds dairy road land country grass apply post office per acre acres sheep station house well fenced price good easy freehold terms railway rooms ploughable subdivided road land country grass apply factory section milking homestead station house well fenced price school water sheds dairy railway rooms ploughable subdivided road post office per acre acres sheep factory section milking homestead station good easy freehold terms school water sheds dairy railway land country grass apply post office per acre acres sheep factory house well fenced price good easy freehold terms school	[634, 204, 780, 356]
ad-body-text: Under Conduct of the Registrar of the Supreme Court of New Zealand, Wanganui.	[478, 71, 624, 83]
advertisement	[164, 1220, 311, 1398]
ad-fine-print: sheep factory section milking homestead station house well fenced terms school water sheds dairy railway rooms ploughable subdivided apply post office per acre acres sheep factory section milking homestead price good easy freehold terms school water sheds dairy road land country grass apply post office per acre acres sheep station house well fenced price good easy freehold terms railway rooms ploughable subdivided road land country grass apply factory section milking homestead station house well fenced price	[13, 89, 151, 186]
ad-fine-print: ploughable subdivided road land country grass apply post office per acre milking homestead station house well fenced price good easy sheds dairy railway rooms ploughable subdivided road land country acres sheep factory section milking homestead station house well freehold terms school water sheds dairy railway rooms ploughable grass apply post office per acre acres sheep factory section milking fenced price good easy freehold terms school water sheds subdivided road land country grass apply post office per acre acres homestead station house well fenced price good easy freehold dairy railway rooms ploughable subdivided road land country grass sheep factory section milking homestead station house well fenced terms school water sheds dairy railway rooms ploughable subdivided apply post office per acre acres sheep factory section milking homestead price good easy freehold terms school water sheds dairy road land country grass apply post office per acre acres sheep station house well fenced price good easy freehold terms railway rooms ploughable subdivided road land country grass apply factory section milking homestead station house well fenced price school water sheds dairy railway rooms ploughable subdivided road post office per acre acres sheep factory section milking homestead station	[478, 294, 624, 550]
ad-fine-print: good easy freehold terms school water sheds dairy railway land country grass apply post office per acre acres sheep factory house well fenced price good easy freehold terms school rooms ploughable subdivided road land country grass apply post office section milking homestead station house well fenced price good water sheds dairy railway rooms ploughable subdivided road land per acre acres sheep factory section milking homestead station house easy freehold terms school water sheds dairy railway rooms country grass apply post office per acre acres sheep factory section well fenced price good easy freehold terms school water ploughable subdivided road land country grass apply post office per acre milking homestead station house well fenced price good easy sheds dairy railway rooms ploughable subdivided road land country acres sheep factory section milking homestead station house well freehold terms school water sheds dairy railway rooms ploughable grass apply post office per acre acres sheep factory section milking fenced price good easy freehold terms school water sheds	[164, 1424, 311, 1618]
advertisement	[478, 57, 624, 271]
ad-body-text: Dairy farms and orchards for sale. Apply Nelson.	[17, 1052, 135, 1058]
ad-subheading: AUCTIONEERS.	[212, 562, 262, 568]
ad-subheading: THURSDAY, 7th APRIL, 1910.	[818, 71, 908, 76]
ad-headline: A. H. ATKINSON & CO., LTD.,	[182, 1223, 293, 1232]
rate-row	[1103, 937, 1249, 944]
advertisement	[1103, 254, 1249, 520]
ad-fine-print: ploughable subdivided road land country grass apply post office per acre milking homestead station house well fenced price good easy sheds dairy railway rooms ploughable subdivided road land country acres sheep factory section milking homestead station house well freehold terms school water sheds dairy railway rooms ploughable grass apply post office per acre acres sheep factory section milking fenced price good easy freehold terms school water sheds subdivided road land country grass apply post office per acre acres homestead station house well fenced price good easy freehold dairy railway rooms ploughable subdivided road land country grass sheep factory section milking homestead station house well fenced terms school water sheds dairy railway rooms ploughable subdivided apply post office per acre acres sheep factory section milking homestead price good easy freehold terms school water sheds dairy road land country grass apply post office per acre acres sheep	[947, 1408, 1091, 1602]
ad-headline: MESSRS. WILLIAMS AND KETTLE, LIMITED,	[640, 184, 774, 202]
ad-subheading: TAIHAPE.	[692, 1251, 723, 1257]
ad-headline: LEVIN!!! LEVIN!!! LEVIN!!!	[968, 962, 1071, 971]
ad-fine-print: good easy freehold terms school water sheds dairy railway land country grass apply post office per acre acres sheep factory house well fenced price good easy freehold terms school rooms ploughable subdivided road land country grass apply post office section milking homestead station house well fenced price good water sheds dairy railway rooms ploughable subdivided road land per acre acres sheep factory section milking homestead station house easy freehold terms school water sheds dairy railway rooms country grass apply post office per acre acres sheep factory section well fenced price good easy freehold terms school water ploughable subdivided road land country grass apply post office per acre milking homestead station house well fenced price good easy sheds dairy railway rooms ploughable subdivided road land country	[322, 238, 465, 390]
ad-fine-print: ploughable subdivided road land country grass apply post office per acre milking homestead station house well fenced price good easy sheds dairy railway rooms ploughable subdivided road land country acres sheep factory section milking homestead station house well freehold terms school water sheds dairy railway rooms ploughable grass apply post office per acre acres sheep factory section milking fenced price good easy freehold terms school water sheds subdivided road land country grass apply post office per acre acres homestead station house well fenced price good easy freehold dairy railway rooms ploughable subdivided road land country grass sheep factory section milking homestead station house well fenced	[164, 569, 311, 707]
advertisement	[164, 548, 311, 712]
ad-headline: HOUSES AND LAND FOR SALE.	[178, 955, 297, 964]
ad-body-text: PAYING DAIRY FARMS.	[326, 846, 390, 852]
advertisement	[322, 813, 467, 1026]
ad-headline: W. H. MORRAH & CO.,	[325, 1028, 464, 1043]
masthead	[8, 6, 1098, 42]
column-heading: AUCTIONS.	[634, 44, 780, 54]
ad-headline: "THE DOMINION"	[1118, 522, 1234, 537]
advertisement	[791, 1413, 936, 1658]
ad-fine-print: sheep factory section milking homestead station house well fenced terms school water sheds dairy railway rooms ploughable subdivided apply post office per acre acres sheep factory section milking homestead price good easy freehold terms school water sheds dairy road land country grass apply post office per acre acres sheep station house well fenced price good easy freehold terms railway rooms ploughable subdivided road land country grass apply factory section milking homestead station house well fenced price school water sheds dairy railway rooms ploughable subdivided road post office per acre acres sheep factory section milking homestead station good easy freehold terms school water sheds dairy railway	[791, 570, 936, 701]
column-heading: AUCTIONS.	[164, 44, 311, 54]
ad-headline: UPPER HUTT STOCK SALE.	[811, 60, 916, 69]
column-7	[942, 43, 1098, 2571]
advertisement	[13, 410, 153, 671]
ad-fine-print: sheep factory section milking homestead station house well fenced terms school water sheds dairy railway rooms ploughable subdivided apply post office per acre acres sheep factory section milking homestead price good easy freehold terms school water sheds dairy road land country grass apply post office per acre acres sheep station house well fenced price good easy freehold terms railway rooms ploughable subdivided road land country grass apply factory section milking homestead station house well fenced price	[947, 77, 1092, 174]
advertisement	[1103, 696, 1249, 928]
ad-fine-print: good easy freehold terms school water sheds dairy railway land country grass apply post office per acre acres sheep factory house well fenced price good easy freehold terms school rooms ploughable subdivided road land country grass apply post office section milking homestead station house well fenced price good water sheds dairy railway rooms ploughable subdivided road land per acre acres sheep factory section milking homestead station house easy freehold terms school water sheds dairy railway rooms country grass apply post office per acre acres sheep factory section well fenced price good easy freehold terms school water ploughable subdivided road land country grass apply post office per acre milking homestead station house well fenced price good easy sheds dairy railway rooms ploughable subdivided road land country acres sheep factory section milking homestead station house well freehold terms school water sheds dairy railway rooms ploughable grass apply post office per acre acres sheep factory section milking fenced price good easy freehold terms school water sheds subdivided road land country grass apply post office per acre acres homestead station house well fenced price good easy freehold	[947, 973, 1091, 1202]
rate-period: 1 Year	[1103, 937, 1119, 943]
advertisement	[478, 1244, 624, 1413]
advertisement	[322, 663, 467, 813]
ad-fine-print: sheep factory section milking homestead station house well fenced terms school water sheds dairy railway rooms ploughable subdivided apply post office per acre acres sheep factory section milking homestead price good easy freehold terms school water sheds dairy road land country grass apply post office per acre acres sheep station house well fenced price good easy freehold terms railway rooms ploughable subdivided road land country grass apply factory section milking homestead station house well fenced price school water sheds dairy railway rooms ploughable subdivided road	[13, 708, 151, 818]
advertisement	[13, 823, 153, 1038]
ad-headline: WELLWOOD AND WELLWOOD,	[22, 826, 144, 835]
ad-fine-print: sheep factory section milking homestead station house well fenced terms school water sheds dairy railway rooms ploughable subdivided apply post office per acre acres sheep factory section milking homestead price good easy freehold terms school water sheds dairy road land country grass apply post office per acre acres sheep station house well fenced price good easy freehold terms railway rooms ploughable subdivided road land country grass apply factory section milking homestead station house well fenced price school water sheds dairy railway rooms ploughable subdivided road post office per acre acres sheep factory section milking homestead station good easy freehold terms school water sheds dairy railway	[947, 1933, 1092, 2065]
advertisement	[322, 1026, 467, 1292]
ad-subheading: IMPORTANT LAND SALE.	[510, 588, 591, 594]
ad-headline: PARKER AND VINCENT,	[977, 1209, 1062, 1237]
ad-headline: NEWTON KING,	[969, 1903, 1070, 1918]
ad-subheading: AUCTIONEERS, ESTATE AND STATION AGENTS, ETC. AUCKLAND.	[959, 1640, 1080, 1652]
ad-headline: SOME SPECIAL VALUES.	[971, 1377, 1068, 1406]
ad-body-text: AT WOOD-HATTON, WAINUI-O-MATA, TUESDAY, 5th APRIL, 1910.	[322, 86, 467, 99]
ad-body-text: IMPORTANT SALE OF TOWN SECTIONS AT NGARUAWAHIA.	[164, 745, 311, 758]
ad-fine-print: good easy freehold terms school water sheds dairy railway land country grass apply post office per acre acres sheep factory house well fenced price good easy freehold terms school rooms ploughable subdivided road land country grass apply post office section milking homestead station house well fenced price good water sheds dairy railway rooms ploughable subdivided road land per acre acres sheep factory section milking homestead station house easy freehold terms school water sheds dairy railway rooms country grass apply post office per acre acres sheep factory section well fenced price good easy freehold terms school water ploughable subdivided road land country grass apply post office per acre milking homestead station house well fenced price good easy sheds dairy railway rooms ploughable subdivided road land country acres sheep factory section milking homestead station house well freehold terms school water sheds dairy railway rooms ploughable grass apply post office per acre acres sheep factory section milking fenced price good easy freehold terms school water sheds subdivided road land country grass apply post office per acre acres	[947, 396, 1091, 611]
ad-headline: TOWN OF NGARUAWAHIA.	[185, 714, 290, 743]
advertisement	[1103, 520, 1249, 696]
advertisement	[478, 1413, 624, 1645]
advertisement	[791, 1658, 936, 1774]
advertisement	[13, 671, 153, 823]
ad-fine-print: sheep factory section milking homestead station house well fenced terms school water sheds dairy railway rooms ploughable subdivided apply post office per acre acres sheep factory section milking homestead price good easy freehold terms school water sheds dairy road land country grass apply post office per acre acres sheep station house well fenced price good easy freehold terms railway rooms ploughable subdivided road land country grass apply factory section milking homestead station house well fenced price school water sheds dairy railway rooms ploughable subdivided road post office per acre acres sheep factory section milking homestead station good easy freehold terms school water sheds dairy railway land country grass apply post office per acre acres sheep factory house well fenced price good easy freehold terms school rooms ploughable subdivided road land country grass apply post office section milking homestead station house well fenced price good water sheds dairy railway rooms ploughable subdivided road land per acre acres sheep factory section milking homestead station house easy freehold terms school water sheds dairy railway rooms country grass apply post office per acre acres sheep factory section well fenced price good easy freehold terms school water	[1103, 280, 1249, 515]
ad-subheading: PANAMA STREET, WELLINGTON.	[967, 71, 1072, 76]
column-3	[317, 44, 473, 1633]
ad-subheading: LAND AND COMMISSION AGENTS, STRATFORD.	[1121, 715, 1231, 728]
advertisement	[478, 724, 624, 962]
ad-headline: C. J. ROSS AND CO.,	[489, 1646, 612, 1661]
ad-fine-print: good easy freehold terms school water sheds dairy railway land country grass apply post office per acre acres sheep factory house well fenced price good easy freehold terms school rooms ploughable subdivided road land country grass apply post office section milking homestead station house well fenced price good water sheds dairy railway rooms ploughable subdivided road land per acre acres sheep factory section milking homestead station house easy freehold terms school water sheds dairy railway rooms country grass apply post office per acre acres sheep factory section well fenced price good easy freehold terms school water ploughable subdivided road land country grass apply post office per acre milking homestead station house well fenced price good easy sheds dairy railway rooms ploughable subdivided road land country acres sheep factory section milking homestead station house well freehold terms school water sheds dairy railway rooms ploughable grass apply post office per acre acres sheep factory section milking fenced price good easy freehold terms school water sheds subdivided road land country grass apply post office per acre acres	[13, 445, 153, 666]
advertisement	[947, 2070, 1092, 2294]
advertisement	[947, 370, 1092, 616]
advertisement	[791, 276, 936, 556]
ad-fine-print: sheep factory section milking homestead station house well fenced terms school water sheds dairy railway rooms ploughable subdivided apply post office per acre acres sheep factory section milking homestead price good easy freehold terms school water sheds dairy road land country grass apply post office per acre acres sheep station house well fenced price good easy freehold terms railway rooms ploughable subdivided road land country grass apply factory section milking homestead station house well fenced price school water sheds dairy railway rooms ploughable subdivided road post office per acre acres sheep factory section milking homestead station good easy freehold terms school water sheds dairy railway land country grass apply post office per acre acres sheep factory house well fenced price good easy freehold terms school rooms ploughable subdivided road land country grass apply post office section milking homestead station house well fenced price good water sheds dairy railway rooms ploughable subdivided road land per acre acres sheep factory section milking homestead station house easy freehold terms school water sheds dairy railway rooms country grass apply post office per acre acres sheep factory section well fenced price good easy freehold terms school water	[164, 315, 311, 543]
advertisement	[322, 395, 467, 663]
ad-body-text: UNRESERVED SALE OF VALUABLE FARM AND STATION PROPERTIES.	[322, 428, 467, 441]
ad-fine-print: ploughable subdivided road land country grass apply post office per acre milking homestead station house well fenced price good easy sheds dairy railway rooms ploughable subdivided road land country acres sheep factory section milking homestead station house well freehold terms school water sheds dairy railway rooms ploughable grass apply post office per acre acres sheep factory section milking fenced price good easy freehold terms school water sheds subdivided road land country grass apply post office per acre acres homestead station house well fenced price good easy freehold dairy railway rooms ploughable subdivided road land country grass sheep factory section milking homestead station house well fenced terms school water sheds dairy railway rooms ploughable subdivided apply post office per acre acres sheep factory section milking homestead	[947, 193, 1091, 365]
ad-fine-print: ploughable subdivided road land country grass apply post office per acre milking homestead station house well fenced price good easy sheds dairy railway rooms ploughable subdivided road land country acres sheep factory section milking homestead station house well freehold terms school water sheds dairy railway rooms ploughable grass apply post office per acre acres sheep factory section milking fenced price good easy freehold terms school water sheds subdivided road land country grass apply post office per acre acres homestead station house well fenced price good easy freehold dairy railway rooms ploughable subdivided road land country grass sheep factory section milking homestead station house well fenced terms school water sheds dairy railway rooms ploughable subdivided apply post office per acre acres sheep factory section milking homestead price good easy freehold terms school water sheds dairy road land country grass apply post office per acre acres sheep station house well fenced price good easy freehold terms	[947, 2088, 1091, 2289]
advertisement	[164, 1623, 311, 1745]
ad-headline: W. H. TURNBULL AND CO.,	[968, 60, 1071, 69]
